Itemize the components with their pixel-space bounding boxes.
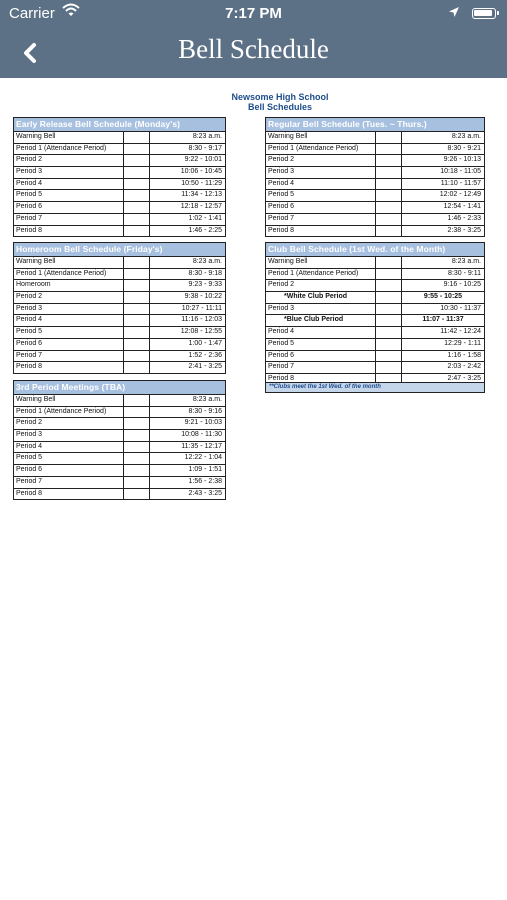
period-time: 12:22 - 1:04 [184,454,222,462]
period-time: 8:23 a.m. [192,258,222,265]
period-time: 9:21 - 10:03 [184,419,222,427]
empty-cell [376,304,402,315]
regular-schedule-table [265,117,485,237]
period-name: Period 1 (Attendance Period) [14,407,124,418]
period-time: 2:38 - 3:25 [447,226,481,234]
period-time: 10:06 - 10:45 [180,168,222,176]
table-row [266,214,484,226]
empty-cell [376,190,402,201]
empty-cell [124,327,150,338]
empty-cell [376,179,402,190]
schedule-header: Regular Bell Schedule (Tues. ~ Thurs.) [266,118,484,132]
table-row [14,202,225,214]
table-row [14,407,225,419]
period-time: 12:18 - 12:57 [180,203,222,211]
empty-cell [124,315,150,326]
empty-cell [376,202,402,213]
table-row [266,179,484,191]
club-note: **Clubs meet the 1st Wed. of the month [265,382,485,393]
period-time: 11:16 - 12:03 [181,316,222,324]
table-row [14,465,225,477]
empty-cell [124,190,150,201]
table-row [266,202,484,214]
period-name: Period 8 [14,226,124,237]
table-row [14,430,225,442]
empty-cell [124,144,150,155]
period-time: 10:50 - 11:29 [181,179,222,187]
empty-cell [124,351,150,362]
empty-cell [376,351,402,362]
period-name: *White Club Period [266,292,376,303]
period-name: Period 6 [266,202,376,213]
period-name: Period 3 [14,167,124,178]
empty-cell [124,179,150,190]
period-name: Period 4 [14,315,124,326]
period-time: 10:30 - 11:37 [440,304,481,312]
empty-cell [376,144,402,155]
period-time: 9:23 - 9:33 [188,281,222,289]
period-name: Period 5 [266,339,376,350]
empty-cell [376,280,402,291]
period-time: 8:30 - 9:18 [188,269,222,277]
period-time: 2:43 - 3:25 [188,489,222,497]
period-time: 11:35 - 12:17 [181,442,222,450]
empty-cell [376,214,402,225]
period-time: 1:09 - 1:51 [188,466,222,474]
table-row [14,257,225,269]
period-time: 11:10 - 11:57 [440,179,481,187]
empty-cell [124,202,150,213]
period-name: Period 3 [266,304,376,315]
period-name: Period 4 [14,179,124,190]
period-name: Period 1 (Attendance Period) [14,269,124,280]
empty-cell [124,257,150,268]
period-time: 1:16 - 1:58 [447,351,481,359]
table-row [266,132,484,144]
period-time: 2:03 - 2:42 [447,363,481,371]
period-name: Period 7 [266,214,376,225]
status-bar [0,0,507,28]
period-name: Period 5 [14,453,124,464]
period-name: Homeroom [14,280,124,291]
document-subtitle: Bell Schedules [247,102,313,112]
period-time: 2:41 - 3:25 [188,363,222,371]
table-row [14,214,225,226]
period-name: Period 6 [14,202,124,213]
table-row [266,315,484,327]
period-time: 12:08 - 12:55 [180,328,222,336]
school-name: Newsome High School [231,92,329,102]
table-row [266,144,484,156]
period-name: Period 8 [14,362,124,373]
empty-cell [124,477,150,488]
period-name: Period 7 [14,351,124,362]
empty-cell [124,304,150,315]
period-time: 1:56 - 2:38 [188,477,222,485]
empty-cell [376,269,402,280]
period-time: 9:16 - 10:25 [443,281,481,289]
period-time: 1:00 - 1:47 [188,339,222,347]
period-name: Period 5 [266,190,376,201]
navigation-bar [0,28,507,78]
period-name: Period 2 [14,155,124,166]
table-row [14,351,225,363]
period-name: Warning Bell [266,132,376,143]
period-time: 9:26 - 10:13 [443,156,481,164]
table-row [14,132,225,144]
table-row [266,190,484,202]
empty-cell [376,339,402,350]
empty-cell [376,315,402,326]
table-row [14,489,225,500]
period-name: Period 5 [14,190,124,201]
period-name: Period 1 (Attendance Period) [266,144,376,155]
table-row [14,477,225,489]
table-row [14,442,225,454]
empty-cell [124,292,150,303]
period-time: 8:30 - 9:21 [447,144,481,152]
empty-cell [124,453,150,464]
period-time: 1:46 - 2:33 [447,214,481,222]
table-row [266,280,484,292]
table-row [266,167,484,179]
early-release-schedule-table [13,117,226,237]
period-name: Period 6 [14,339,124,350]
schedule-header: Early Release Bell Schedule (Monday's) [14,118,225,132]
location-arrow-icon [448,5,460,22]
table-row [14,453,225,465]
period-time: 11:42 - 12:24 [440,328,481,336]
empty-cell [376,362,402,373]
period-time: 11:34 - 12:13 [181,191,222,199]
period-name: Period 3 [266,167,376,178]
period-name: Period 6 [14,465,124,476]
table-row [266,226,484,237]
period-time: 10:27 - 11:11 [181,304,222,312]
clock: 7:17 PM [225,5,282,22]
empty-cell [376,167,402,178]
club-schedule-table [265,242,485,386]
period-time: 9:38 - 10:22 [184,293,222,301]
period-name: Warning Bell [14,132,124,143]
period-time: 11:07 - 11:37 [422,316,464,324]
period-name: Period 4 [266,327,376,338]
table-row [14,167,225,179]
period-name: Period 2 [14,418,124,429]
period-name: Period 6 [266,351,376,362]
empty-cell [376,327,402,338]
table-row [14,190,225,202]
table-row [14,395,225,407]
empty-cell [124,442,150,453]
period-time: 8:30 - 9:11 [448,269,481,277]
period-time: 10:18 - 11:05 [440,168,481,176]
period-time: 12:02 - 12:49 [439,191,481,199]
table-row [266,351,484,363]
empty-cell [124,269,150,280]
period-time: 9:22 - 10:01 [184,156,222,164]
table-row [14,280,225,292]
period-time: 8:30 - 9:16 [188,407,222,415]
table-row [266,304,484,316]
period-time: 8:23 a.m. [451,133,481,140]
period-time: 8:23 a.m. [192,396,222,403]
period-name: *Blue Club Period [266,315,376,326]
table-row [14,269,225,281]
period-time: 2:47 - 3:25 [447,374,481,382]
period-time: 8:30 - 9:17 [188,144,222,152]
empty-cell [376,155,402,166]
table-row [14,226,225,237]
period-name: Period 8 [266,374,376,385]
homeroom-schedule-table [13,242,226,374]
period-name: Period 1 (Attendance Period) [266,269,376,280]
table-row [266,339,484,351]
table-row [266,257,484,269]
period-time: 8:23 a.m. [192,133,222,140]
table-row [14,327,225,339]
period-name: Period 3 [14,430,124,441]
table-row [14,179,225,191]
empty-cell [124,167,150,178]
period-time: 9:55 - 10:25 [423,293,463,301]
empty-cell [376,292,402,303]
table-row [14,304,225,316]
table-row [266,269,484,281]
period-name: Warning Bell [14,257,124,268]
table-row [14,144,225,156]
empty-cell [124,465,150,476]
period-time: 1:46 - 2:25 [188,226,222,234]
table-row [266,327,484,339]
period-name: Period 4 [266,179,376,190]
table-row [14,292,225,304]
battery-icon [472,8,496,19]
empty-cell [124,132,150,143]
period-name: Period 7 [14,477,124,488]
period-time: 1:02 - 1:41 [188,214,222,222]
table-row [14,362,225,373]
schedule-header: 3rd Period Meetings (TBA) [14,381,225,395]
empty-cell [124,362,150,373]
schedule-header: Club Bell Schedule (1st Wed. of the Month) [266,243,484,257]
period-name: Period 7 [14,214,124,225]
period-name: Period 1 (Attendance Period) [14,144,124,155]
schedule-header: Homeroom Bell Schedule (Friday's) [14,243,225,257]
table-row [14,155,225,167]
period-name: Warning Bell [266,257,376,268]
empty-cell [376,257,402,268]
empty-cell [376,132,402,143]
period-name: Period 2 [14,292,124,303]
page-title: Bell Schedule [178,34,329,64]
third-period-meetings-table [13,380,226,500]
period-name: Period 8 [14,489,124,500]
period-time: 12:29 - 1:11 [444,339,481,347]
empty-cell [124,489,150,500]
empty-cell [124,280,150,291]
empty-cell [124,418,150,429]
period-name: Period 2 [266,280,376,291]
table-row [14,315,225,327]
period-name: Warning Bell [14,395,124,406]
table-row [266,292,484,304]
period-time: 12:54 - 1:41 [443,203,481,211]
table-row [14,418,225,430]
table-row [14,339,225,351]
period-name: Period 3 [14,304,124,315]
empty-cell [124,430,150,441]
period-time: 1:52 - 2:36 [188,351,222,359]
empty-cell [124,226,150,237]
table-row [266,155,484,167]
period-time: 8:23 a.m. [451,258,481,265]
empty-cell [124,214,150,225]
period-name: Period 5 [14,327,124,338]
empty-cell [124,395,150,406]
carrier-label: Carrier [9,5,55,22]
period-name: Period 7 [266,362,376,373]
empty-cell [376,226,402,237]
period-name: Period 8 [266,226,376,237]
empty-cell [124,407,150,418]
empty-cell [124,155,150,166]
period-name: Period 4 [14,442,124,453]
table-row [266,362,484,374]
period-name: Period 2 [266,155,376,166]
period-time: 10:08 - 11:30 [181,431,222,439]
empty-cell [124,339,150,350]
